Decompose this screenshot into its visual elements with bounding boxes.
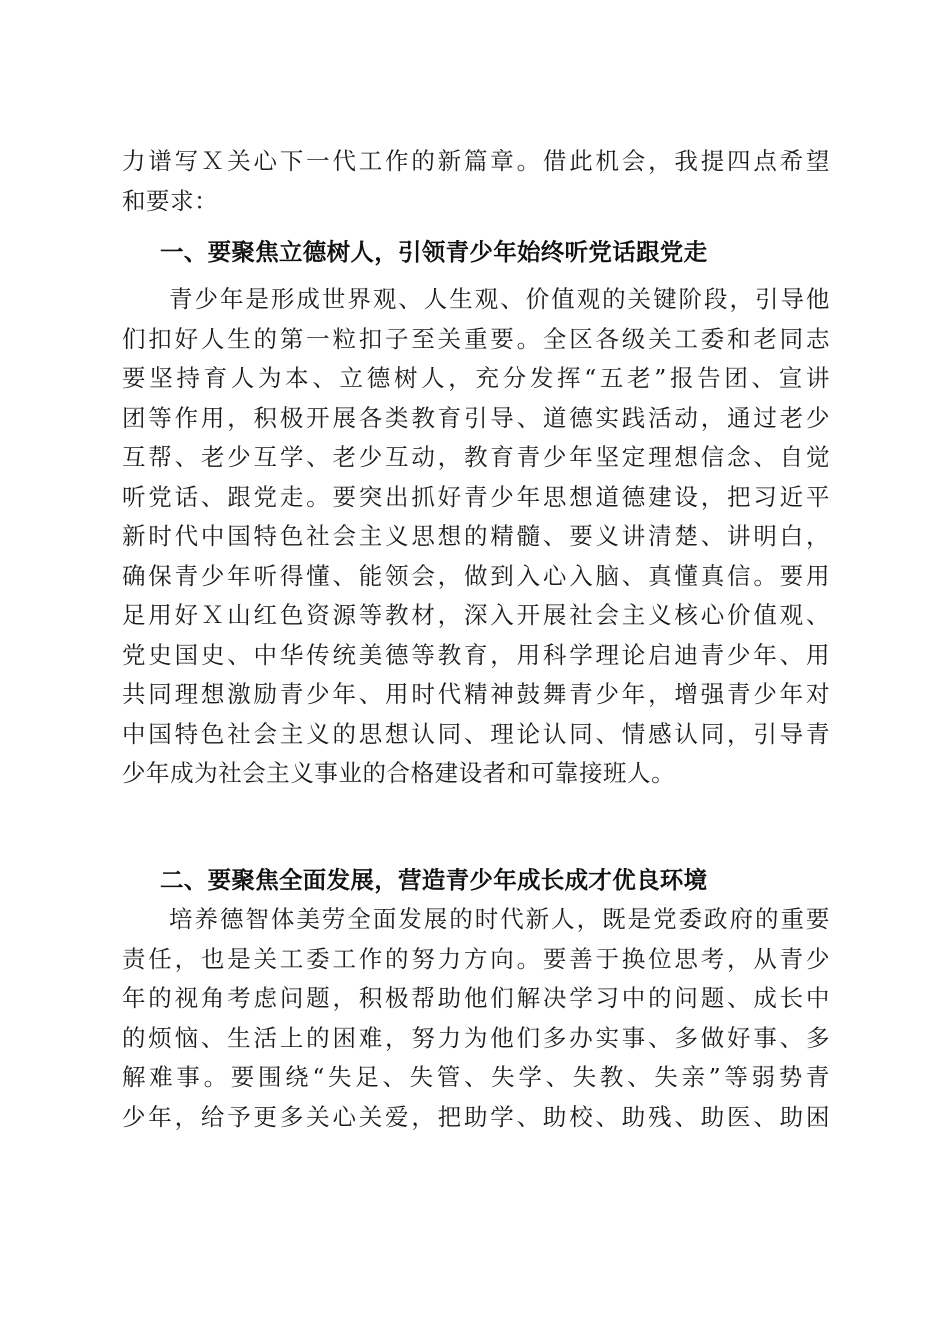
text-line: 们扣好人生的第一粒扣子至关重要。全区各级关工委和老同志: [122, 324, 830, 353]
section-1-paragraph: [122, 280, 830, 794]
text-line: 责任，也是关工委工作的努力方向。要善于换位思考，从青少: [122, 944, 830, 973]
text-line: 力谱写Ｘ关心下一代工作的新篇章。借此机会，我提四点希望: [122, 147, 830, 175]
section-1-heading: 一、要聚焦立德树人，引领青少年始终听党话跟党走: [160, 238, 708, 266]
section-2-paragraph: [122, 900, 830, 1137]
text-line: 的烦恼、生活上的困难，努力为他们多办实事、多做好事、多: [122, 1023, 830, 1052]
text-line: 少年，给予更多关心关爱，把助学、助校、助残、助医、助困: [122, 1102, 830, 1131]
text-line: 党史国史、中华传统美德等教育，用科学理论启迪青少年、用: [122, 640, 830, 669]
text-line: 确保青少年听得懂、能领会，做到入心入脑、真懂真信。要用: [122, 561, 830, 590]
intro-paragraph: [122, 142, 830, 221]
text-line: 培养德智体美劳全面发展的时代新人，既是党委政府的重要: [169, 905, 830, 933]
text-line: 共同理想激励青少年、用时代精神鼓舞青少年，增强青少年对: [122, 680, 830, 708]
text-line: 中国特色社会主义的思想认同、理论认同、情感认同，引导青: [122, 719, 830, 748]
text-line: 新时代中国特色社会主义思想的精髓、要义讲清楚、讲明白，: [122, 522, 830, 550]
text-line: 足用好Ｘ山红色资源等教材，深入开展社会主义核心价值观、: [122, 601, 830, 629]
text-line: 年的视角考虑问题，积极帮助他们解决学习中的问题、成长中: [122, 984, 830, 1012]
text-line: 青少年是形成世界观、人生观、价值观的关键阶段，引导他: [169, 285, 830, 313]
section-2-heading: 二、要聚焦全面发展，营造青少年成长成才优良环境: [160, 866, 708, 894]
text-line: 团等作用，积极开展各类教育引导、道德实践活动，通过老少: [122, 403, 830, 432]
text-line: 要坚持育人为本、立德树人，充分发挥“五老”报告团、宣讲: [122, 364, 830, 392]
text-line: 互帮、老少互学、老少互动，教育青少年坚定理想信念、自觉: [122, 443, 830, 471]
text-line: 解难事。要围绕“失足、失管、失学、失教、失亲”等弱势青: [122, 1063, 830, 1091]
text-line: 少年成为社会主义事业的合格建设者和可靠接班人。: [122, 759, 676, 787]
text-line: 听党话、跟党走。要突出抓好青少年思想道德建设，把习近平: [122, 482, 830, 511]
text-line: 和要求：: [122, 186, 219, 215]
